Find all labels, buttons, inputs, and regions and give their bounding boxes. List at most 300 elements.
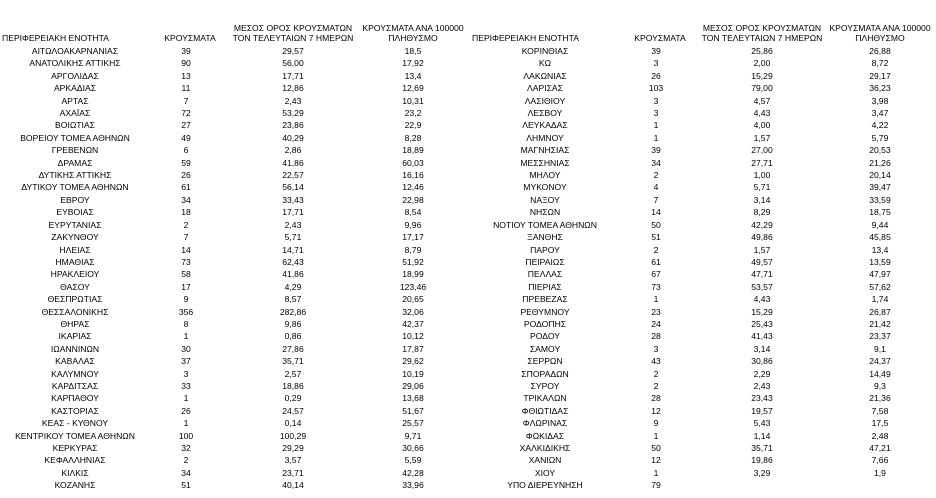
region-name: ΧΙΟΥ — [534, 467, 556, 478]
avg-7-days: 3,57 — [284, 455, 302, 466]
region-name: ΒΟΙΩΤΙΑΣ — [55, 120, 95, 131]
cases-per-100k: 36,23 — [869, 83, 891, 94]
cases-per-100k: 21,36 — [869, 393, 891, 404]
cases-count: 28 — [651, 393, 661, 404]
table-row — [470, 479, 936, 491]
cases-per-100k: 51,92 — [402, 256, 424, 267]
region-name: ΘΕΣΠΡΩΤΙΑΣ — [47, 294, 103, 305]
cases-count: 1 — [653, 467, 659, 478]
cases-count: 27 — [181, 120, 191, 131]
table-row — [470, 57, 936, 69]
table-row — [0, 256, 470, 268]
region-name: ΔΥΤΙΚΟΥ ΤΟΜΕΑ ΑΘΗΝΩΝ — [21, 182, 129, 193]
avg-7-days: 41,43 — [751, 331, 773, 342]
avg-7-days: 0,14 — [284, 418, 302, 429]
cases-per-100k: 20,53 — [869, 145, 891, 156]
cases-count: 1 — [653, 120, 659, 131]
cases-count: 51 — [181, 480, 191, 491]
avg-7-days: 1,57 — [753, 132, 771, 143]
cases-count: 32 — [181, 443, 191, 453]
cases-per-100k: 17,17 — [402, 232, 424, 243]
avg-7-days: 49,57 — [751, 256, 773, 267]
cases-count: 3 — [653, 343, 659, 354]
avg-7-days: 3,14 — [753, 343, 771, 354]
region-name: ΔΥΤΙΚΗΣ ΑΤΤΙΚΗΣ — [38, 170, 112, 181]
cases-per-100k: 18,5 — [404, 46, 422, 56]
cases-per-100k: 10,19 — [402, 368, 424, 379]
cases-per-100k: 22,9 — [404, 120, 422, 131]
cases-per-100k: 5,79 — [871, 132, 889, 143]
region-name: ΠΙΕΡΙΑΣ — [528, 281, 562, 292]
table-row — [470, 119, 936, 131]
avg-7-days: 0,86 — [284, 331, 302, 342]
avg-7-days: 25,43 — [751, 318, 773, 329]
cases-per-100k: 12,46 — [402, 182, 424, 193]
cases-count: 23 — [651, 306, 661, 317]
cases-per-100k: 3,47 — [871, 108, 889, 119]
region-name: ΚΙΛΚΙΣ — [61, 467, 89, 478]
region-name: ΗΜΑΘΙΑΣ — [55, 256, 95, 267]
region-name: ΑΙΤΩΛΟΑΚΑΡΝΑΝΙΑΣ — [31, 46, 119, 56]
avg-7-days: 2,00 — [753, 58, 771, 69]
avg-7-days: 53,57 — [751, 281, 773, 292]
cases-count: 1 — [183, 393, 189, 404]
cases-count: 43 — [651, 356, 661, 367]
cases-count: 26 — [651, 70, 661, 81]
region-name: ΚΟΡΙΝΘΙΑΣ — [521, 46, 569, 56]
avg-7-days: 1,00 — [753, 170, 771, 181]
header-region: ΠΕΡΙΦΕΡΕΙΑΚΗ ΕΝΟΤΗΤΑ — [2, 33, 109, 43]
table-header-row — [0, 5, 470, 45]
header-avg7: ΜΕΣΟΣ ΟΡΟΣ ΚΡΟΥΣΜΑΤΩΝ ΤΟΝ ΤΕΛΕΥΤΑΙΩΝ 7 ΗΜΕΡΩΝ — [701, 23, 823, 43]
cases-per-100k: 9,44 — [871, 219, 889, 230]
region-name: ΕΒΡΟΥ — [60, 194, 90, 205]
avg-7-days: 27,00 — [751, 145, 773, 156]
table-row — [0, 405, 470, 417]
cases-per-100k: 13,4 — [404, 70, 422, 81]
region-name: ΚΑΒΑΛΑΣ — [55, 356, 95, 367]
cases-per-100k — [824, 479, 936, 491]
cases-table-left — [0, 5, 470, 492]
table-row — [0, 119, 470, 131]
avg-7-days: 29,29 — [282, 443, 304, 453]
region-name: ΧΑΛΚΙΔΙΚΗΣ — [519, 443, 571, 453]
region-name: ΝΟΤΙΟΥ ΤΟΜΕΑ ΑΘΗΝΩΝ — [493, 219, 597, 230]
avg-7-days: 62,43 — [282, 256, 304, 267]
cases-count: 2 — [183, 455, 189, 466]
region-name: ΝΗΣΩΝ — [529, 207, 561, 218]
cases-per-100k: 13,59 — [869, 256, 891, 267]
region-name: ΑΧΑΪΑΣ — [59, 108, 91, 119]
cases-count: 61 — [651, 256, 661, 267]
table-row — [470, 244, 936, 256]
avg-7-days: 5,43 — [753, 418, 771, 429]
cases-per-100k: 20,65 — [402, 294, 424, 305]
header-per100k: ΚΡΟΥΣΜΑΤΑ ΑΝΑ 100000 ΠΛΗΘΥΣΜΟ — [362, 23, 464, 43]
region-name: ΚΩ — [538, 58, 552, 69]
cases-count: 3 — [653, 108, 659, 119]
header-avg7: ΜΕΣΟΣ ΟΡΟΣ ΚΡΟΥΣΜΑΤΩΝ ΤΟΝ ΤΕΛΕΥΤΑΙΩΝ 7 ΗΜΕΡΩΝ — [232, 23, 354, 43]
cases-per-100k: 8,28 — [404, 132, 422, 143]
cases-per-100k: 1,9 — [874, 467, 886, 478]
avg-7-days: 100,29 — [279, 430, 307, 441]
avg-7-days: 14,71 — [282, 244, 304, 255]
table-row — [0, 355, 470, 367]
cases-count: 1 — [653, 430, 659, 441]
cases-count: 34 — [651, 157, 661, 168]
cases-count: 2 — [653, 368, 659, 379]
cases-per-100k: 7,66 — [871, 455, 889, 466]
header-region: ΠΕΡΙΦΕΡΕΙΑΚΗ ΕΝΟΤΗΤΑ — [472, 33, 579, 43]
cases-per-100k: 18,75 — [869, 207, 891, 218]
cases-count: 61 — [181, 182, 191, 193]
cases-count: 3 — [183, 368, 189, 379]
table-body-right — [470, 45, 936, 492]
table-row — [470, 169, 936, 181]
table-row — [0, 57, 470, 69]
region-name: ΣΕΡΡΩΝ — [527, 356, 563, 367]
cases-per-100k: 47,21 — [869, 443, 891, 453]
table-row — [0, 70, 470, 82]
cases-count: 28 — [651, 331, 661, 342]
region-name: ΚΟΖΑΝΗΣ — [54, 480, 96, 491]
region-name: ΣΑΜΟΥ — [529, 343, 561, 354]
cases-per-100k: 5,59 — [404, 455, 422, 466]
cases-count: 50 — [651, 443, 661, 453]
avg-7-days: 53,29 — [282, 108, 304, 119]
cases-count: 9 — [183, 294, 189, 305]
avg-7-days: 1,57 — [753, 244, 771, 255]
cases-per-100k: 17,5 — [871, 418, 889, 429]
cases-per-100k: 123,46 — [399, 281, 427, 292]
cases-count: 17 — [181, 281, 191, 292]
avg-7-days: 282,86 — [279, 306, 307, 317]
cases-count: 13 — [181, 70, 191, 81]
cases-per-100k: 10,31 — [402, 95, 424, 106]
cases-per-100k: 17,92 — [402, 58, 424, 69]
table-row — [470, 293, 936, 305]
avg-7-days: 2,86 — [284, 145, 302, 156]
avg-7-days: 22,57 — [282, 170, 304, 181]
cases-per-100k: 12,69 — [402, 83, 424, 94]
table-row — [0, 442, 470, 454]
table-row — [470, 70, 936, 82]
region-name: ΦΩΚΙΔΑΣ — [525, 430, 565, 441]
header-cases: ΚΡΟΥΣΜΑΤΑ — [634, 33, 686, 43]
region-name: ΦΘΙΩΤΙΔΑΣ — [521, 405, 569, 416]
avg-7-days: 18,86 — [282, 380, 304, 391]
region-name: ΝΑΞΟΥ — [530, 194, 560, 205]
table-row — [470, 231, 936, 243]
cases-count: 1 — [653, 132, 659, 143]
cases-per-100k: 47,97 — [869, 269, 891, 280]
region-name: ΠΕΙΡΑΙΩΣ — [525, 256, 565, 267]
avg-7-days: 23,43 — [751, 393, 773, 404]
region-name: ΑΝΑΤΟΛΙΚΗΣ ΑΤΤΙΚΗΣ — [29, 58, 121, 69]
cases-count: 7 — [653, 194, 659, 205]
region-name: ΛΗΜΝΟΥ — [526, 132, 564, 143]
region-name: ΘΕΣΣΑΛΟΝΙΚΗΣ — [41, 306, 109, 317]
cases-count: 12 — [651, 455, 661, 466]
table-row — [470, 467, 936, 479]
table-row — [470, 82, 936, 94]
avg-7-days: 2,43 — [753, 380, 771, 391]
region-name: ΑΡΚΑΔΙΑΣ — [53, 83, 97, 94]
region-name: ΘΗΡΑΣ — [60, 318, 90, 329]
cases-count: 9 — [653, 418, 659, 429]
avg-7-days: 4,43 — [753, 108, 771, 119]
cases-count: 72 — [181, 108, 191, 119]
cases-count: 356 — [178, 306, 194, 317]
region-name: ΣΠΟΡΑΔΩΝ — [521, 368, 569, 379]
region-name: ΡΕΘΥΜΝΟΥ — [520, 306, 570, 317]
table-row — [470, 219, 936, 231]
cases-count: 26 — [181, 170, 191, 181]
avg-7-days: 56,14 — [282, 182, 304, 193]
cases-per-100k: 39,47 — [869, 182, 891, 193]
avg-7-days: 35,71 — [751, 443, 773, 453]
cases-count: 2 — [183, 219, 189, 230]
avg-7-days: 3,29 — [753, 467, 771, 478]
table-row — [0, 107, 470, 119]
region-name: ΑΡΓΟΛΙΔΑΣ — [51, 70, 99, 81]
table-row — [0, 479, 470, 491]
region-name: ΛΑΡΙΣΑΣ — [527, 83, 563, 94]
cases-per-100k: 60,03 — [402, 157, 424, 168]
table-row — [0, 244, 470, 256]
cases-per-100k: 14,49 — [869, 368, 891, 379]
cases-count: 100 — [178, 430, 194, 441]
cases-count: 11 — [181, 83, 191, 94]
region-name: ΘΑΣΟΥ — [60, 281, 90, 292]
table-row — [470, 306, 936, 318]
cases-count: 34 — [181, 194, 191, 205]
region-name: ΞΑΝΘΗΣ — [527, 232, 563, 243]
table-row — [470, 281, 936, 293]
region-name: ΚΑΡΔΙΤΣΑΣ — [51, 380, 99, 391]
cases-per-100k: 4,22 — [871, 120, 889, 131]
cases-count: 2 — [653, 170, 659, 181]
cases-per-100k: 22,98 — [402, 194, 424, 205]
table-row — [470, 405, 936, 417]
cases-count: 7 — [183, 232, 189, 243]
region-name: ΛΑΚΩΝΙΑΣ — [523, 70, 567, 81]
table-row — [0, 181, 470, 193]
cases-per-100k: 29,06 — [402, 380, 424, 391]
cases-count: 73 — [651, 281, 661, 292]
cases-per-100k: 16,16 — [402, 170, 424, 181]
region-name: ΛΕΥΚΑΔΑΣ — [522, 120, 568, 131]
cases-per-100k: 42,37 — [402, 318, 424, 329]
region-name: ΧΑΝΙΩΝ — [528, 455, 562, 466]
cases-count: 14 — [181, 244, 191, 255]
cases-per-100k: 26,88 — [869, 46, 891, 56]
table-row — [470, 417, 936, 429]
cases-per-100k: 29,17 — [869, 70, 891, 81]
cases-count: 6 — [183, 145, 189, 156]
cases-per-100k: 1,74 — [871, 294, 889, 305]
avg-7-days: 19,86 — [751, 455, 773, 466]
cases-per-100k: 8,54 — [404, 207, 422, 218]
region-name: ΠΕΛΛΑΣ — [527, 269, 563, 280]
table-row — [0, 206, 470, 218]
table-header-row — [470, 5, 936, 45]
region-name: ΛΕΣΒΟΥ — [527, 108, 563, 119]
cases-count: 90 — [181, 58, 191, 69]
avg-7-days — [700, 479, 824, 491]
cases-count: 24 — [651, 318, 661, 329]
avg-7-days: 8,29 — [753, 207, 771, 218]
region-name: ΚΕΡΚΥΡΑΣ — [52, 443, 98, 453]
cases-count: 1 — [183, 418, 189, 429]
cases-count: 39 — [651, 46, 661, 56]
table-row — [470, 206, 936, 218]
table-row — [0, 82, 470, 94]
cases-per-100k: 9,71 — [404, 430, 422, 441]
region-name: ΜΗΛΟΥ — [529, 170, 561, 181]
cases-count: 50 — [651, 219, 661, 230]
table-row — [470, 181, 936, 193]
table-row — [470, 256, 936, 268]
header-per100k: ΚΡΟΥΣΜΑΤΑ ΑΝΑ 100000 ΠΛΗΘΥΣΜΟ — [829, 23, 931, 43]
table-row — [470, 144, 936, 156]
avg-7-days: 3,14 — [753, 194, 771, 205]
table-body-left — [0, 45, 470, 492]
region-name: ΛΑΣΙΘΙΟΥ — [524, 95, 566, 106]
cases-per-100k: 32,06 — [402, 306, 424, 317]
header-cases: ΚΡΟΥΣΜΑΤΑ — [164, 33, 216, 43]
region-name: ΒΟΡΕΙΟΥ ΤΟΜΕΑ ΑΘΗΝΩΝ — [20, 132, 130, 143]
cases-count: 7 — [183, 95, 189, 106]
table-row — [0, 293, 470, 305]
cases-per-100k: 18,99 — [402, 269, 424, 280]
cases-per-100k: 9,96 — [404, 219, 422, 230]
cases-per-100k: 51,67 — [402, 405, 424, 416]
avg-7-days: 2,57 — [284, 368, 302, 379]
cases-count: 30 — [181, 343, 191, 354]
table-row — [0, 343, 470, 355]
cases-per-100k: 18,89 — [402, 145, 424, 156]
table-row — [0, 417, 470, 429]
cases-per-100k: 57,62 — [869, 281, 891, 292]
table-row — [0, 368, 470, 380]
region-name: ΕΥΡΥΤΑΝΙΑΣ — [48, 219, 102, 230]
cases-count: 14 — [651, 207, 661, 218]
table-row — [0, 194, 470, 206]
avg-7-days: 40,14 — [282, 480, 304, 491]
avg-7-days: 4,57 — [753, 95, 771, 106]
region-name: ΙΩΑΝΝΙΝΩΝ — [50, 343, 100, 354]
table-row — [0, 157, 470, 169]
region-name: ΚΕΦΑΛΛΗΝΙΑΣ — [44, 455, 106, 466]
cases-per-100k: 10,12 — [402, 331, 424, 342]
cases-per-100k: 33,96 — [402, 480, 424, 491]
avg-7-days: 27,71 — [751, 157, 773, 168]
avg-7-days: 29,57 — [282, 46, 304, 56]
region-name: ΖΑΚΥΝΘΟΥ — [51, 232, 99, 243]
table-row — [0, 467, 470, 479]
region-name: ΗΡΑΚΛΕΙΟΥ — [50, 269, 100, 280]
avg-7-days: 12,86 — [282, 83, 304, 94]
avg-7-days: 4,29 — [284, 281, 302, 292]
table-row — [0, 430, 470, 442]
region-name: ΠΡΕΒΕΖΑΣ — [522, 294, 568, 305]
avg-7-days: 23,86 — [282, 120, 304, 131]
cases-per-100k: 3,98 — [871, 95, 889, 106]
table-row — [470, 392, 936, 404]
cases-count: 39 — [181, 46, 191, 56]
region-name: ΚΑΛΥΜΝΟΥ — [51, 368, 99, 379]
avg-7-days: 8,57 — [284, 294, 302, 305]
cases-count: 33 — [181, 380, 191, 391]
table-row — [470, 368, 936, 380]
table-row — [470, 380, 936, 392]
region-name: ΓΡΕΒΕΝΩΝ — [51, 145, 99, 156]
avg-7-days: 1,14 — [753, 430, 771, 441]
table-row — [470, 45, 936, 57]
table-row — [0, 330, 470, 342]
cases-per-100k: 26,87 — [869, 306, 891, 317]
avg-7-days: 24,57 — [282, 405, 304, 416]
cases-count: 73 — [181, 256, 191, 267]
table-row — [0, 380, 470, 392]
table-row — [0, 281, 470, 293]
cases-per-100k: 13,68 — [402, 393, 424, 404]
table-row — [470, 194, 936, 206]
region-name: ΜΕΣΣΗΝΙΑΣ — [520, 157, 570, 168]
cases-per-100k: 21,42 — [869, 318, 891, 329]
table-row — [0, 169, 470, 181]
table-row — [0, 132, 470, 144]
cases-per-100k: 25,57 — [402, 418, 424, 429]
cases-count: 58 — [181, 269, 191, 280]
table-row — [0, 219, 470, 231]
avg-7-days: 2,43 — [284, 219, 302, 230]
cases-count: 103 — [648, 83, 664, 94]
cases-count: 37 — [181, 356, 191, 367]
cases-per-100k: 24,37 — [869, 356, 891, 367]
cases-per-100k: 20,14 — [869, 170, 891, 181]
avg-7-days: 4,43 — [753, 294, 771, 305]
cases-count: 4 — [653, 182, 659, 193]
cases-per-100k: 23,2 — [404, 108, 422, 119]
cases-per-100k: 17,87 — [402, 343, 424, 354]
cases-table-right — [470, 5, 936, 492]
region-name: ΚΕΝΤΡΙΚΟΥ ΤΟΜΕΑ ΑΘΗΝΩΝ — [15, 430, 135, 441]
cases-count: 26 — [181, 405, 191, 416]
avg-7-days: 17,71 — [282, 207, 304, 218]
cases-count: 2 — [653, 380, 659, 391]
avg-7-days: 4,00 — [753, 120, 771, 131]
avg-7-days: 25,86 — [751, 46, 773, 56]
cases-per-100k: 2,48 — [871, 430, 889, 441]
table-row — [0, 454, 470, 466]
avg-7-days: 23,71 — [282, 467, 304, 478]
region-name: ΣΥΡΟΥ — [530, 380, 560, 391]
avg-7-days: 17,71 — [282, 70, 304, 81]
cases-count: 51 — [651, 232, 661, 243]
table-row — [470, 107, 936, 119]
table-row — [470, 268, 936, 280]
region-name: ΤΡΙΚΑΛΩΝ — [523, 393, 567, 404]
cases-count: 59 — [181, 157, 191, 168]
cases-count: 3 — [653, 95, 659, 106]
cases-per-100k: 29,62 — [402, 356, 424, 367]
avg-7-days: 15,29 — [751, 306, 773, 317]
table-row — [0, 268, 470, 280]
cases-count: 67 — [651, 269, 661, 280]
cases-per-100k: 7,58 — [871, 405, 889, 416]
